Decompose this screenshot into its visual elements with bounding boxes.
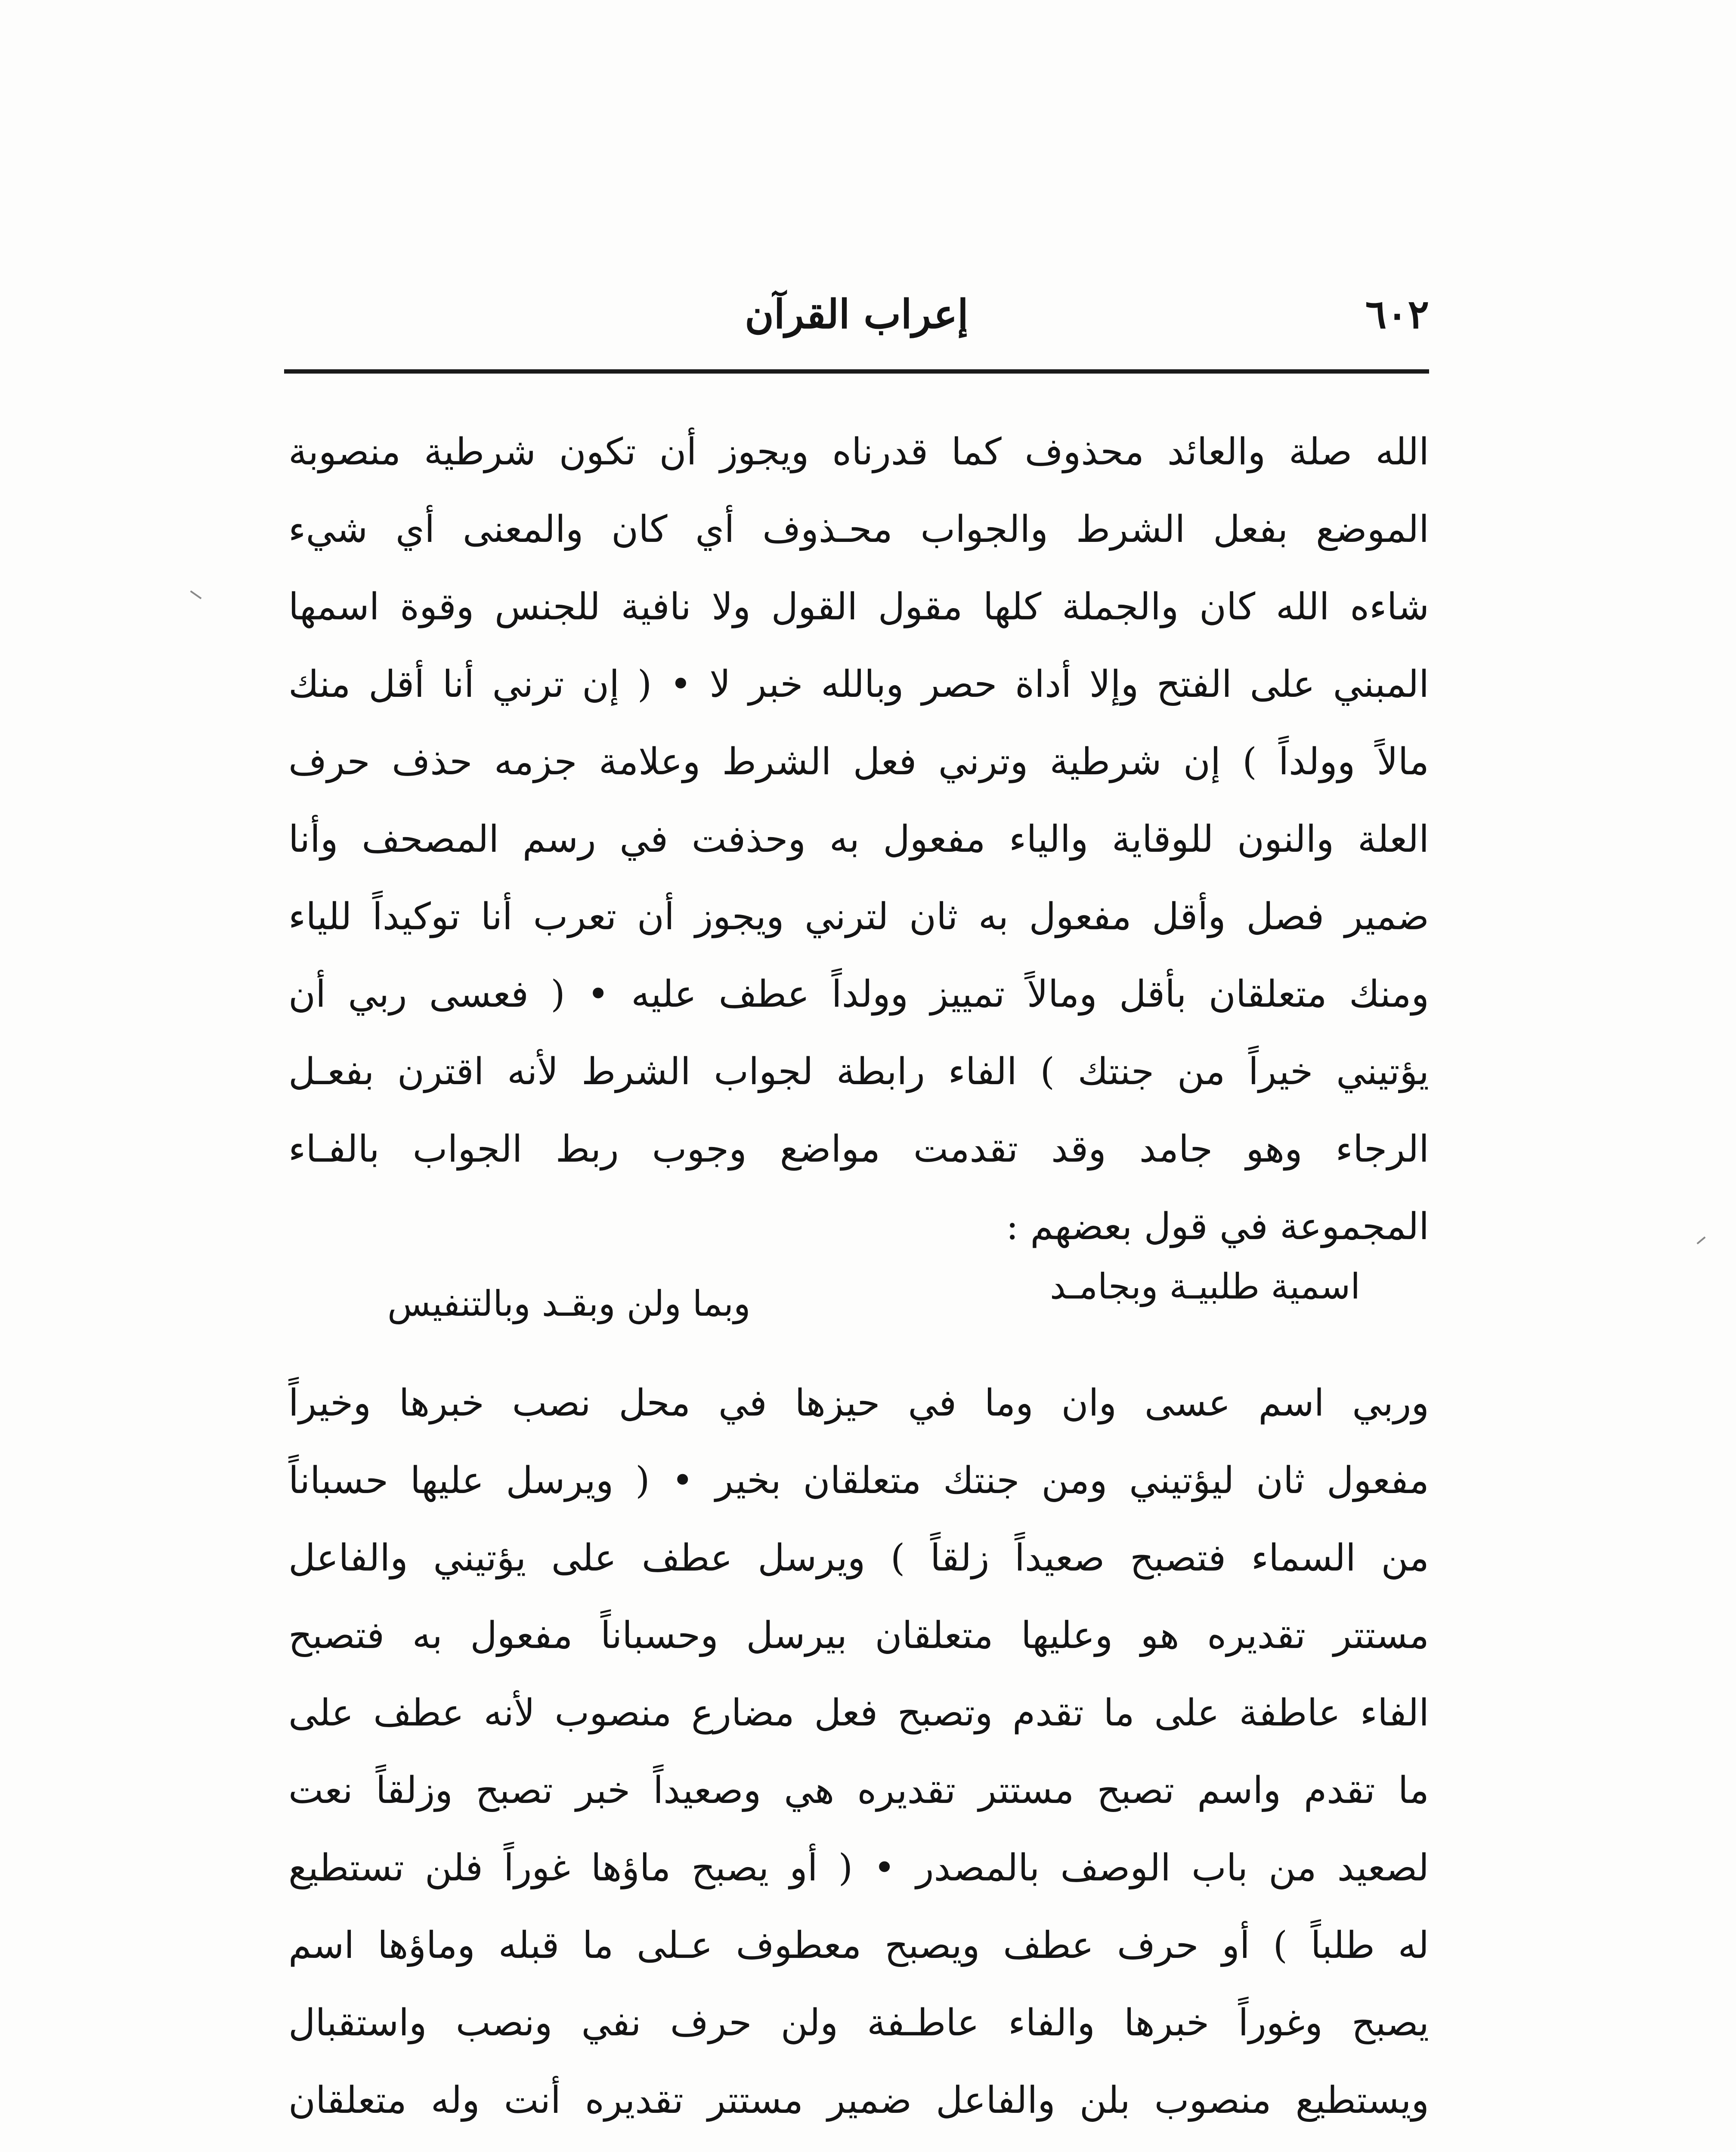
text-line: المجموعة في قول بعضهم : [1006,1205,1429,1248]
text-line: مستتر تقديره هو وعليها متعلقان بيرسل وحسباناً مفعول به فتصبح [288,1614,1429,1657]
text-line: شاءه الله كان والجملة كلها مقول القول ولا نافية للجنس وقوة اسمها [288,585,1429,628]
text-line: الرجاء وهو جامد وقد تقدمت مواضع وجوب ربط الجواب بالفـاء [288,1128,1429,1171]
paragraph-1 [288,413,1429,1265]
text-line: له طلباً ) أو حرف عطف ويصبح معطوف عـلى ما قبله وماؤها اسم [288,1924,1429,1967]
text-line: يؤتيني خيراً من جنتك ) الفاء رابطة لجواب الشرط لأنه اقترن بفعـل [288,1050,1429,1093]
text-line: وربي اسم عسى وان وما في حيزها في محل نصب خبرها وخيراً [288,1382,1429,1425]
text-line: ضمير فصل وأقل مفعول به ثان لترني ويجوز أن تعرب أنا توكيداً للياء [288,895,1429,938]
text-line: مالاً وولداً ) إن شرطية وترني فعل الشرط وعلامة جزمه حذف حرف [288,740,1429,783]
text-line: الله صلة والعائد محذوف كما قدرناه ويجوز أن تكون شرطية منصوبة [288,430,1429,473]
page-number: ٦٠٢ [1365,291,1429,337]
paragraph-2 [288,1364,1429,2139]
text-line: ما تقدم واسم تصبح مستتر تقديره هي وصعيداً خبر تصبح وزلقاً نعت [288,1769,1429,1812]
text-line: يصبح وغوراً خبرها والفاء عاطـفة ولن حرف نفي ونصب واستقبال [288,2001,1429,2044]
poetry-verse [387,1261,1360,1339]
page-header [284,275,1429,362]
text-line: ويستطيع منصوب بلن والفاعل ضمير مستتر تقديره أنت وله متعلقان [288,2079,1429,2122]
text-line: لصعيد من باب الوصف بالمصدر • ( أو يصبح ماؤها غوراً فلن تستطيع [288,1846,1429,1889]
margin-mark [1697,1237,1706,1244]
text-line: من السماء فتصبح صعيداً زلقاً ) ويرسل عطف على يؤتيني والفاعل [288,1537,1429,1580]
verse-second-hemistich: وبما ولن وبقـد وبالتنفيس [387,1283,751,1324]
text-line: المبني على الفتح وإلا أداة حصر وبالله خبر لا • ( إن ترني أنا أقل منك [288,663,1429,706]
text-line: العلة والنون للوقاية والياء مفعول به وحذفت في رسم المصحف وأنا [288,818,1429,861]
verse-first-hemistich: اسمية طلبيـة وبجامـد [1050,1266,1360,1307]
text-line: ومنك متعلقان بأقل ومالاً تمييز وولداً عطف عليه • ( فعسى ربي أن [288,973,1429,1016]
book-title: إعراب القرآن [745,291,969,337]
margin-mark [190,591,202,599]
text-line: الفاء عاطفة على ما تقدم وتصبح فعل مضارع منصوب لأنه عطف على [288,1691,1429,1735]
text-line: مفعول ثان ليؤتيني ومن جنتك متعلقان بخير • ( ويرسل عليها حسباناً [288,1459,1429,1502]
text-line: الموضع بفعل الشرط والجواب محـذوف أي كان والمعنى أي شيء [288,508,1429,551]
header-rule [284,369,1429,374]
